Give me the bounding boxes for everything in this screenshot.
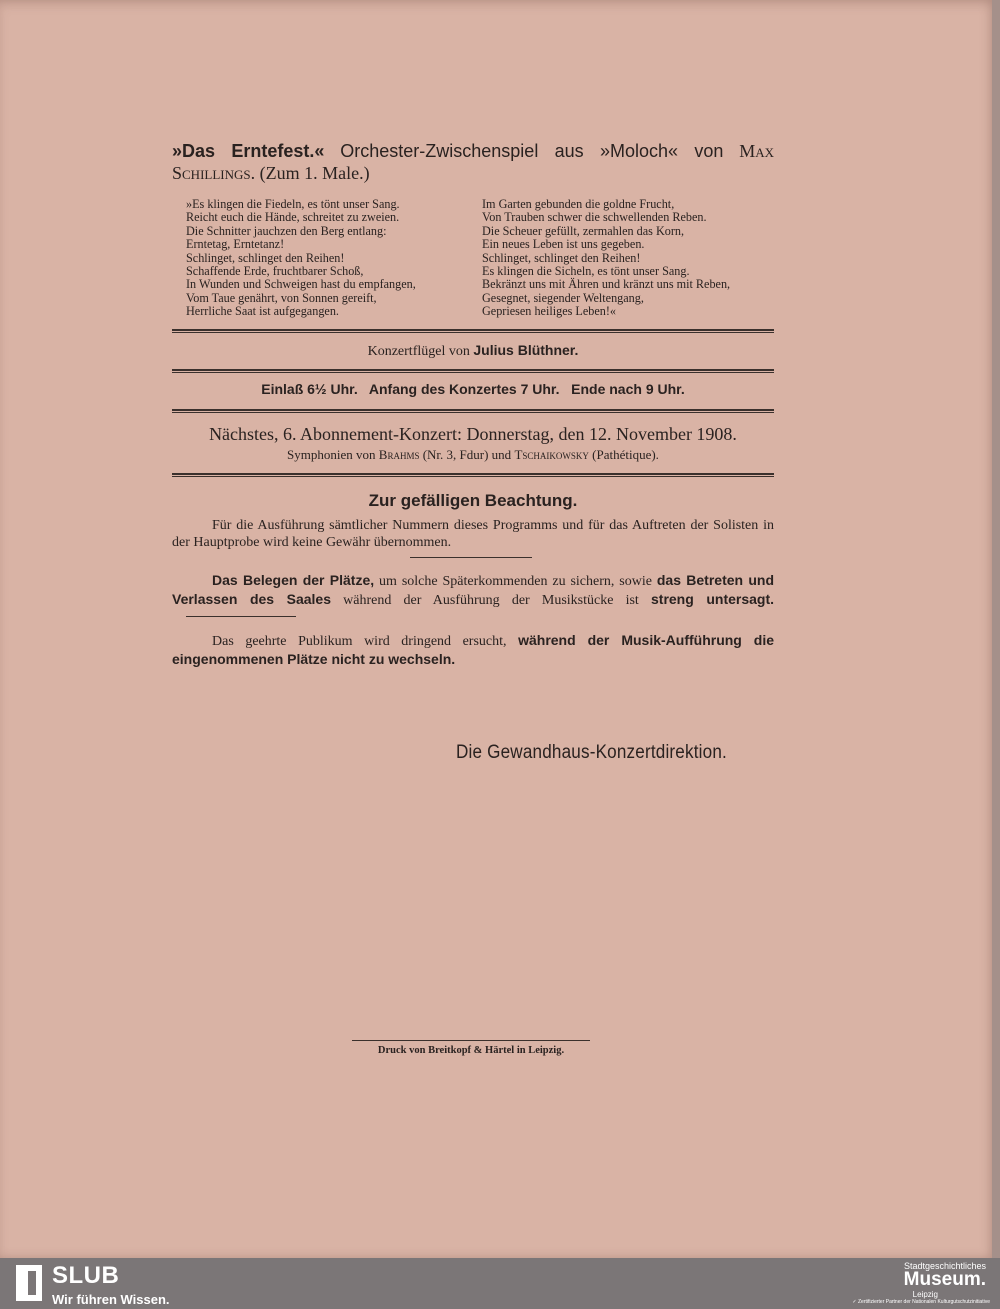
- printer-credit: Druck von Breitkopf & Härtel in Leipzig.: [377, 1045, 565, 1056]
- notice-bold-seats: Das Belegen der Plätze,: [212, 572, 375, 588]
- work-brahms: (Nr. 3, Fdur) und: [422, 447, 512, 462]
- notice-paragraph-3: [172, 632, 774, 669]
- piano-credit: [172, 342, 774, 360]
- short-divider: [186, 616, 296, 617]
- notice-text: um solche Späterkommenden zu sichern, sowie: [379, 574, 652, 589]
- work-description: Orchester-Zwischenspiel aus »Moloch« von: [340, 141, 724, 161]
- poem-line: Schlinget, schlinget den Reihen!: [186, 250, 345, 265]
- composer-tschaikowsky: Tschaikowsky: [514, 447, 589, 462]
- poem-line: Vom Taue genährt, von Sonnen gereift,: [186, 290, 377, 305]
- short-divider: [410, 557, 532, 558]
- program-item-title: [172, 140, 774, 184]
- slub-tagline: Wir führen Wissen.: [52, 1292, 170, 1307]
- poem-line: Gepriesen heiliges Leben!«: [482, 304, 617, 319]
- poem-line: Erntetag, Erntetanz!: [186, 237, 285, 252]
- notice-text: Das geehrte Publikum wird dringend ersucht,: [212, 634, 507, 649]
- poem-line: Schlinget, schlinget den Reihen!: [482, 250, 641, 265]
- page-edge: [992, 0, 1000, 1258]
- poem-line: Schaffende Erde, fruchtbarer Schoß,: [186, 263, 364, 278]
- notice-paragraph-1: Für die Ausführung sämtlicher Nummern dieses Programms und für das Auftreten der Solisten in der Hauptprobe wird keine Gewähr übernommen.: [172, 518, 774, 550]
- composer-last-name: Schillings.: [172, 163, 256, 183]
- divider-double: [172, 473, 774, 477]
- poem-line: Die Schnitter jauchzen den Berg entlang:: [186, 223, 387, 238]
- notice-bold-entering: das Betreten und Verlassen des Saales: [172, 572, 775, 607]
- notice-heading: Zur gefälligen Beachtung.: [368, 491, 578, 510]
- work-title: »Das Erntefest.«: [172, 141, 325, 161]
- poem-line: Im Garten gebunden die goldne Frucht,: [482, 197, 675, 211]
- notice-text: während der Ausführung der Musikstücke ist: [343, 592, 639, 608]
- piano-credit-prefix: Konzertflügel von: [367, 344, 470, 359]
- poem-line: Die Scheuer gefüllt, zermahlen das Korn,: [482, 223, 685, 238]
- slub-logo-icon: [14, 1263, 44, 1303]
- poem-line: Herrliche Saat ist aufgegangen.: [186, 304, 339, 319]
- next-concert-program: [172, 447, 774, 463]
- poem-left-column: [186, 198, 416, 319]
- printer-divider: [352, 1040, 590, 1041]
- poem-line: Reicht euch die Hände, schreitet zu zweien.: [186, 210, 400, 225]
- museum-label-top: Stadtgeschichtliches: [903, 1261, 986, 1271]
- composer-first-name: Max: [739, 141, 775, 161]
- signature: Die Gewandhaus-Konzertdirektion.: [456, 742, 727, 763]
- divider-double: [172, 369, 774, 373]
- notice-bold-forbidden: streng untersagt.: [651, 590, 775, 607]
- divider-double: [172, 329, 774, 333]
- poem-line: Gesegnet, siegender Weltengang,: [482, 290, 644, 305]
- notice-bold-seats-change: während der Musik-Aufführung die eingenommenen Plätze nicht zu wechseln.: [172, 632, 775, 667]
- poem-line: Es klingen die Sicheln, es tönt unser Sang.: [482, 263, 690, 278]
- museum-city: Leipzig: [912, 1290, 938, 1299]
- piano-maker: Julius Blüthner.: [473, 342, 579, 358]
- next-concert-announcement: Nächstes, 6. Abonnement-Konzert: Donnerstag, den 12. November 1908.: [209, 424, 737, 444]
- slub-brand[interactable]: SLUB: [52, 1262, 120, 1289]
- next-concert-prefix: Symphonien von: [287, 447, 376, 462]
- poem-line: Ein neues Leben ist uns gegeben.: [482, 237, 645, 252]
- poem-right-column: [482, 198, 730, 319]
- poem-line: Von Trauben schwer die schwellenden Reben.: [482, 210, 707, 225]
- composer-brahms: Brahms: [378, 447, 420, 462]
- first-performance-note: (Zum 1. Male.): [259, 163, 370, 183]
- divider-double: [172, 409, 774, 413]
- museum-logo[interactable]: Museum.: [903, 1269, 986, 1290]
- work-tschaikowsky: (Pathétique).: [592, 447, 659, 462]
- poem-line: Bekränzt uns mit Ähren und kränzt uns mit Reben,: [482, 277, 731, 292]
- poem-line: »Es klingen die Fiedeln, es tönt unser Sang.: [186, 197, 400, 211]
- concert-times: Einlaß 6½ Uhr. Anfang des Konzertes 7 Uhr. Ende nach 9 Uhr.: [261, 381, 685, 397]
- poem-line: In Wunden und Schweigen hast du empfangen,: [186, 277, 416, 292]
- partner-note: ✓ Zertifizierter Partner der Nationalen Kulturgutschutzinitiative: [852, 1299, 990, 1305]
- notice-paragraph-2: [172, 572, 774, 626]
